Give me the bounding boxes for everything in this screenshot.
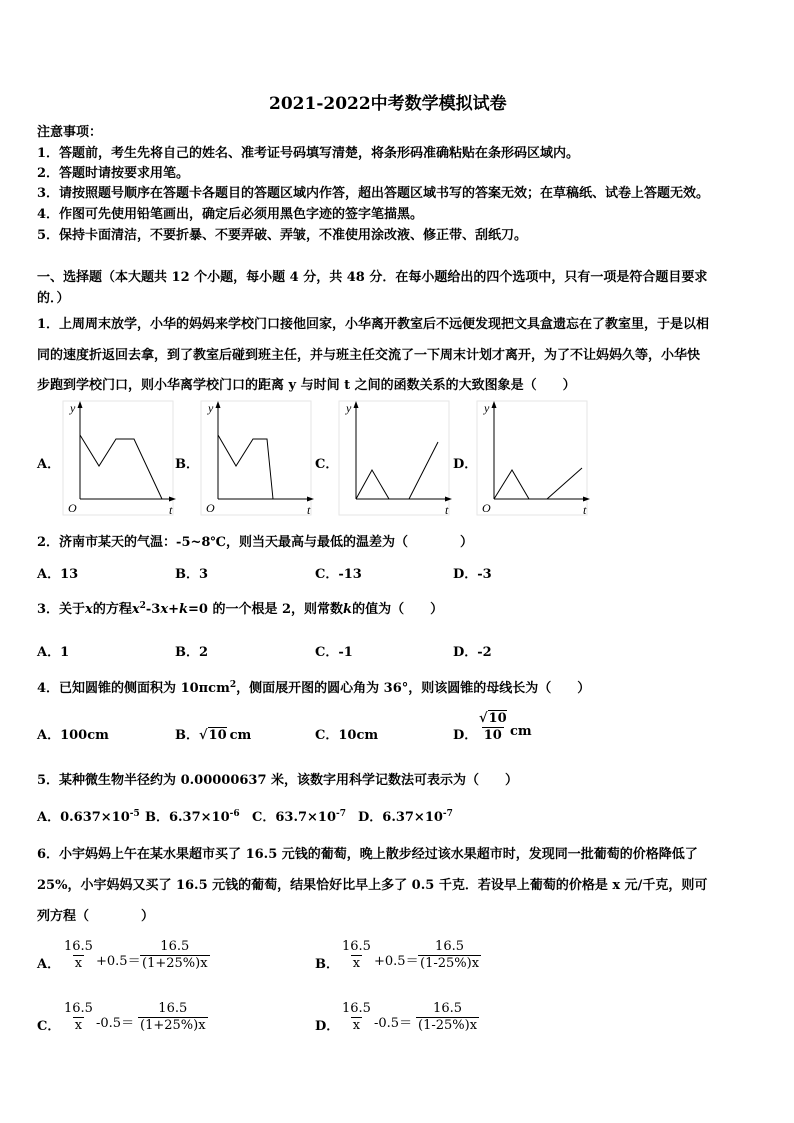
notice-item: 5．保持卡面清洁，不要折暴、不要弄破、弄皱，不准使用涂改液、修正带、刮纸刀。 (37, 228, 528, 243)
q3-option-a: A．1 (37, 645, 70, 660)
notice-item: 1．答题前，考生先将自己的姓名、准考证号码填写清楚，将条形码准确粘贴在条形码区域内。 (37, 146, 580, 161)
q2-option-c: C．-13 (315, 567, 362, 582)
q1-stem-line: 1．上周周末放学，小华的妈妈来学校门口接他回家，小华离开教室后不远便发现把文具盒遗忘在了教室里，于是以相 (37, 317, 710, 332)
q6-option-c-label: C． (37, 1019, 61, 1034)
notice-item: 2．答题时请按要求用笔。 (37, 166, 190, 181)
y-label: y (346, 401, 352, 415)
q6-option-c-left-fraction: $\frac{16.5}{x}$ (64, 1001, 93, 1033)
q3-option-c: C．-1 (315, 645, 353, 660)
q6-option-a-operator: +0.5＝ (96, 954, 141, 969)
q6-option-a-label: A． (37, 957, 61, 972)
q4-option-a: A．100cm (37, 728, 109, 743)
q1-option-c: C． (315, 457, 339, 472)
t-label: t (583, 503, 587, 517)
section-heading-cont: 的．） (37, 291, 70, 306)
q4-option-d-fraction: $\frac{√10}{10}$ (479, 711, 507, 743)
y-label: y (70, 401, 76, 415)
q1-graph-b (196, 398, 318, 520)
y-axis-arrow-icon (492, 401, 497, 408)
section-heading: 一、选择题（本大题共 12 个小题，每小题 4 分，共 48 分．在每小题给出的四个选项中，只有一项是符合题目要求 (37, 270, 708, 285)
y-axis-arrow-icon (354, 401, 359, 408)
q1-graph-c (334, 398, 456, 520)
q6-option-d-label: D． (315, 1019, 340, 1034)
q2-option-d: D．-3 (453, 567, 492, 582)
graph-line (494, 468, 582, 499)
q6-stem-line: 6．小宇妈妈上午在某水果超市买了 16.5 元钱的葡萄，晚上散步经过该水果超市时，发现同一批葡萄的价格降低了 (37, 847, 698, 862)
graph-line (218, 435, 273, 499)
graph-line (80, 435, 162, 499)
t-label: t (445, 503, 449, 517)
q6-option-b-label: B． (315, 957, 339, 972)
q3-option-d: D．-2 (453, 645, 492, 660)
q6-option-a-left-fraction: $\frac{16.5}{x}$ (64, 939, 93, 971)
q1-option-d: D． (453, 457, 478, 472)
notice-item: 3．请按照题号顺序在答题卡各题目的答题区域内作答，超出答题区域书写的答案无效；在草稿纸、试卷上答题无效。 (37, 186, 710, 201)
q6-option-d-operator: -0.5＝ (374, 1016, 413, 1031)
q6-option-b-right-fraction: $\frac{16.5}{(1-25\%)x}$ (420, 939, 480, 971)
q4-option-d-unit: cm (510, 724, 532, 739)
t-label: t (307, 503, 311, 517)
q1-option-b: B． (175, 457, 199, 472)
q6-option-d-left-fraction: $\frac{16.5}{x}$ (342, 1001, 371, 1033)
q4-option-b: B．√10 cm (175, 728, 252, 743)
graph-line (356, 442, 438, 499)
y-label: y (484, 401, 490, 415)
q6-option-d-right-fraction: $\frac{16.5}{(1-25\%)x}$ (418, 1001, 478, 1033)
q6-option-b-left-fraction: $\frac{16.5}{x}$ (342, 939, 371, 971)
notice-heading: 注意事项： (37, 125, 103, 140)
t-label: t (169, 503, 173, 517)
q2-option-b: B．3 (175, 567, 209, 582)
q6-option-a-right-fraction: $\frac{16.5}{(1+25\%)x}$ (142, 939, 208, 971)
q1-graph-d (472, 398, 594, 520)
q1-option-a: A． (37, 457, 61, 472)
origin-label: O (68, 501, 77, 515)
q5-option-d: D．$6.37\times 10^{-7}$ (358, 809, 453, 825)
q6-option-c-operator: -0.5＝ (96, 1016, 135, 1031)
page-title: 2021-2022中考数学模拟试卷 (269, 94, 507, 114)
q3-option-b: B．2 (175, 645, 209, 660)
y-label: y (208, 401, 214, 415)
q5-option-b: B．$6.37\times 10^{-6}$ (145, 809, 240, 825)
q1-stem-line: 同的速度折返回去拿，到了教室后碰到班主任，并与班主任交流了一下周末计划才离开，为了不让妈妈久等，小华快 (37, 348, 701, 363)
q6-stem-line: 列方程（ ） (37, 909, 155, 924)
q1-graph-a (58, 398, 180, 520)
q4-stem: 4．已知圆锥的侧面积为 10πcm$^2$，侧面展开图的圆心角为 36°，则该圆锥的母线长为（ ） (37, 680, 591, 696)
q4-option-d-label: D． (453, 728, 478, 743)
q5-option-c: C．$63.7\times 10^{-7}$ (252, 809, 346, 825)
q2-option-a: A．13 (37, 567, 79, 582)
q5-stem: 5．某种微生物半径约为 0.00000637 米，该数字用科学记数法可表示为（ ） (37, 773, 519, 788)
q6-option-b-operator: +0.5＝ (374, 954, 419, 969)
q6-option-c-right-fraction: $\frac{16.5}{(1+25\%)x}$ (140, 1001, 206, 1033)
q4-option-c: C．10cm (315, 728, 379, 743)
y-axis-arrow-icon (216, 401, 221, 408)
origin-label: O (482, 501, 491, 515)
notice-item: 4．作图可先使用铅笔画出，确定后必须用黑色字迹的签字笔描黑。 (37, 207, 424, 222)
q1-stem-line: 步跑到学校门口，则小华离学校门口的距离 y 与时间 t 之间的函数关系的大致图象是（ ） (37, 378, 576, 393)
y-axis-arrow-icon (78, 401, 83, 408)
q3-stem: 3．关于x的方程$x^2-3x+k=0$ 的一个根是 2，则常数k的值为（ ） (37, 601, 444, 617)
q6-stem-line: 25%，小宇妈妈又买了 16.5 元钱的葡萄，结果恰好比早上多了 0.5 千克．若设早上葡萄的价格是 x 元/千克，则可 (37, 878, 708, 893)
q2-stem: 2．济南市某天的气温：-5~8℃，则当天最高与最低的温差为（ ） (37, 535, 474, 550)
q5-option-a: A．$0.637\times 10^{-5}$ (37, 809, 140, 825)
origin-label: O (206, 501, 215, 515)
